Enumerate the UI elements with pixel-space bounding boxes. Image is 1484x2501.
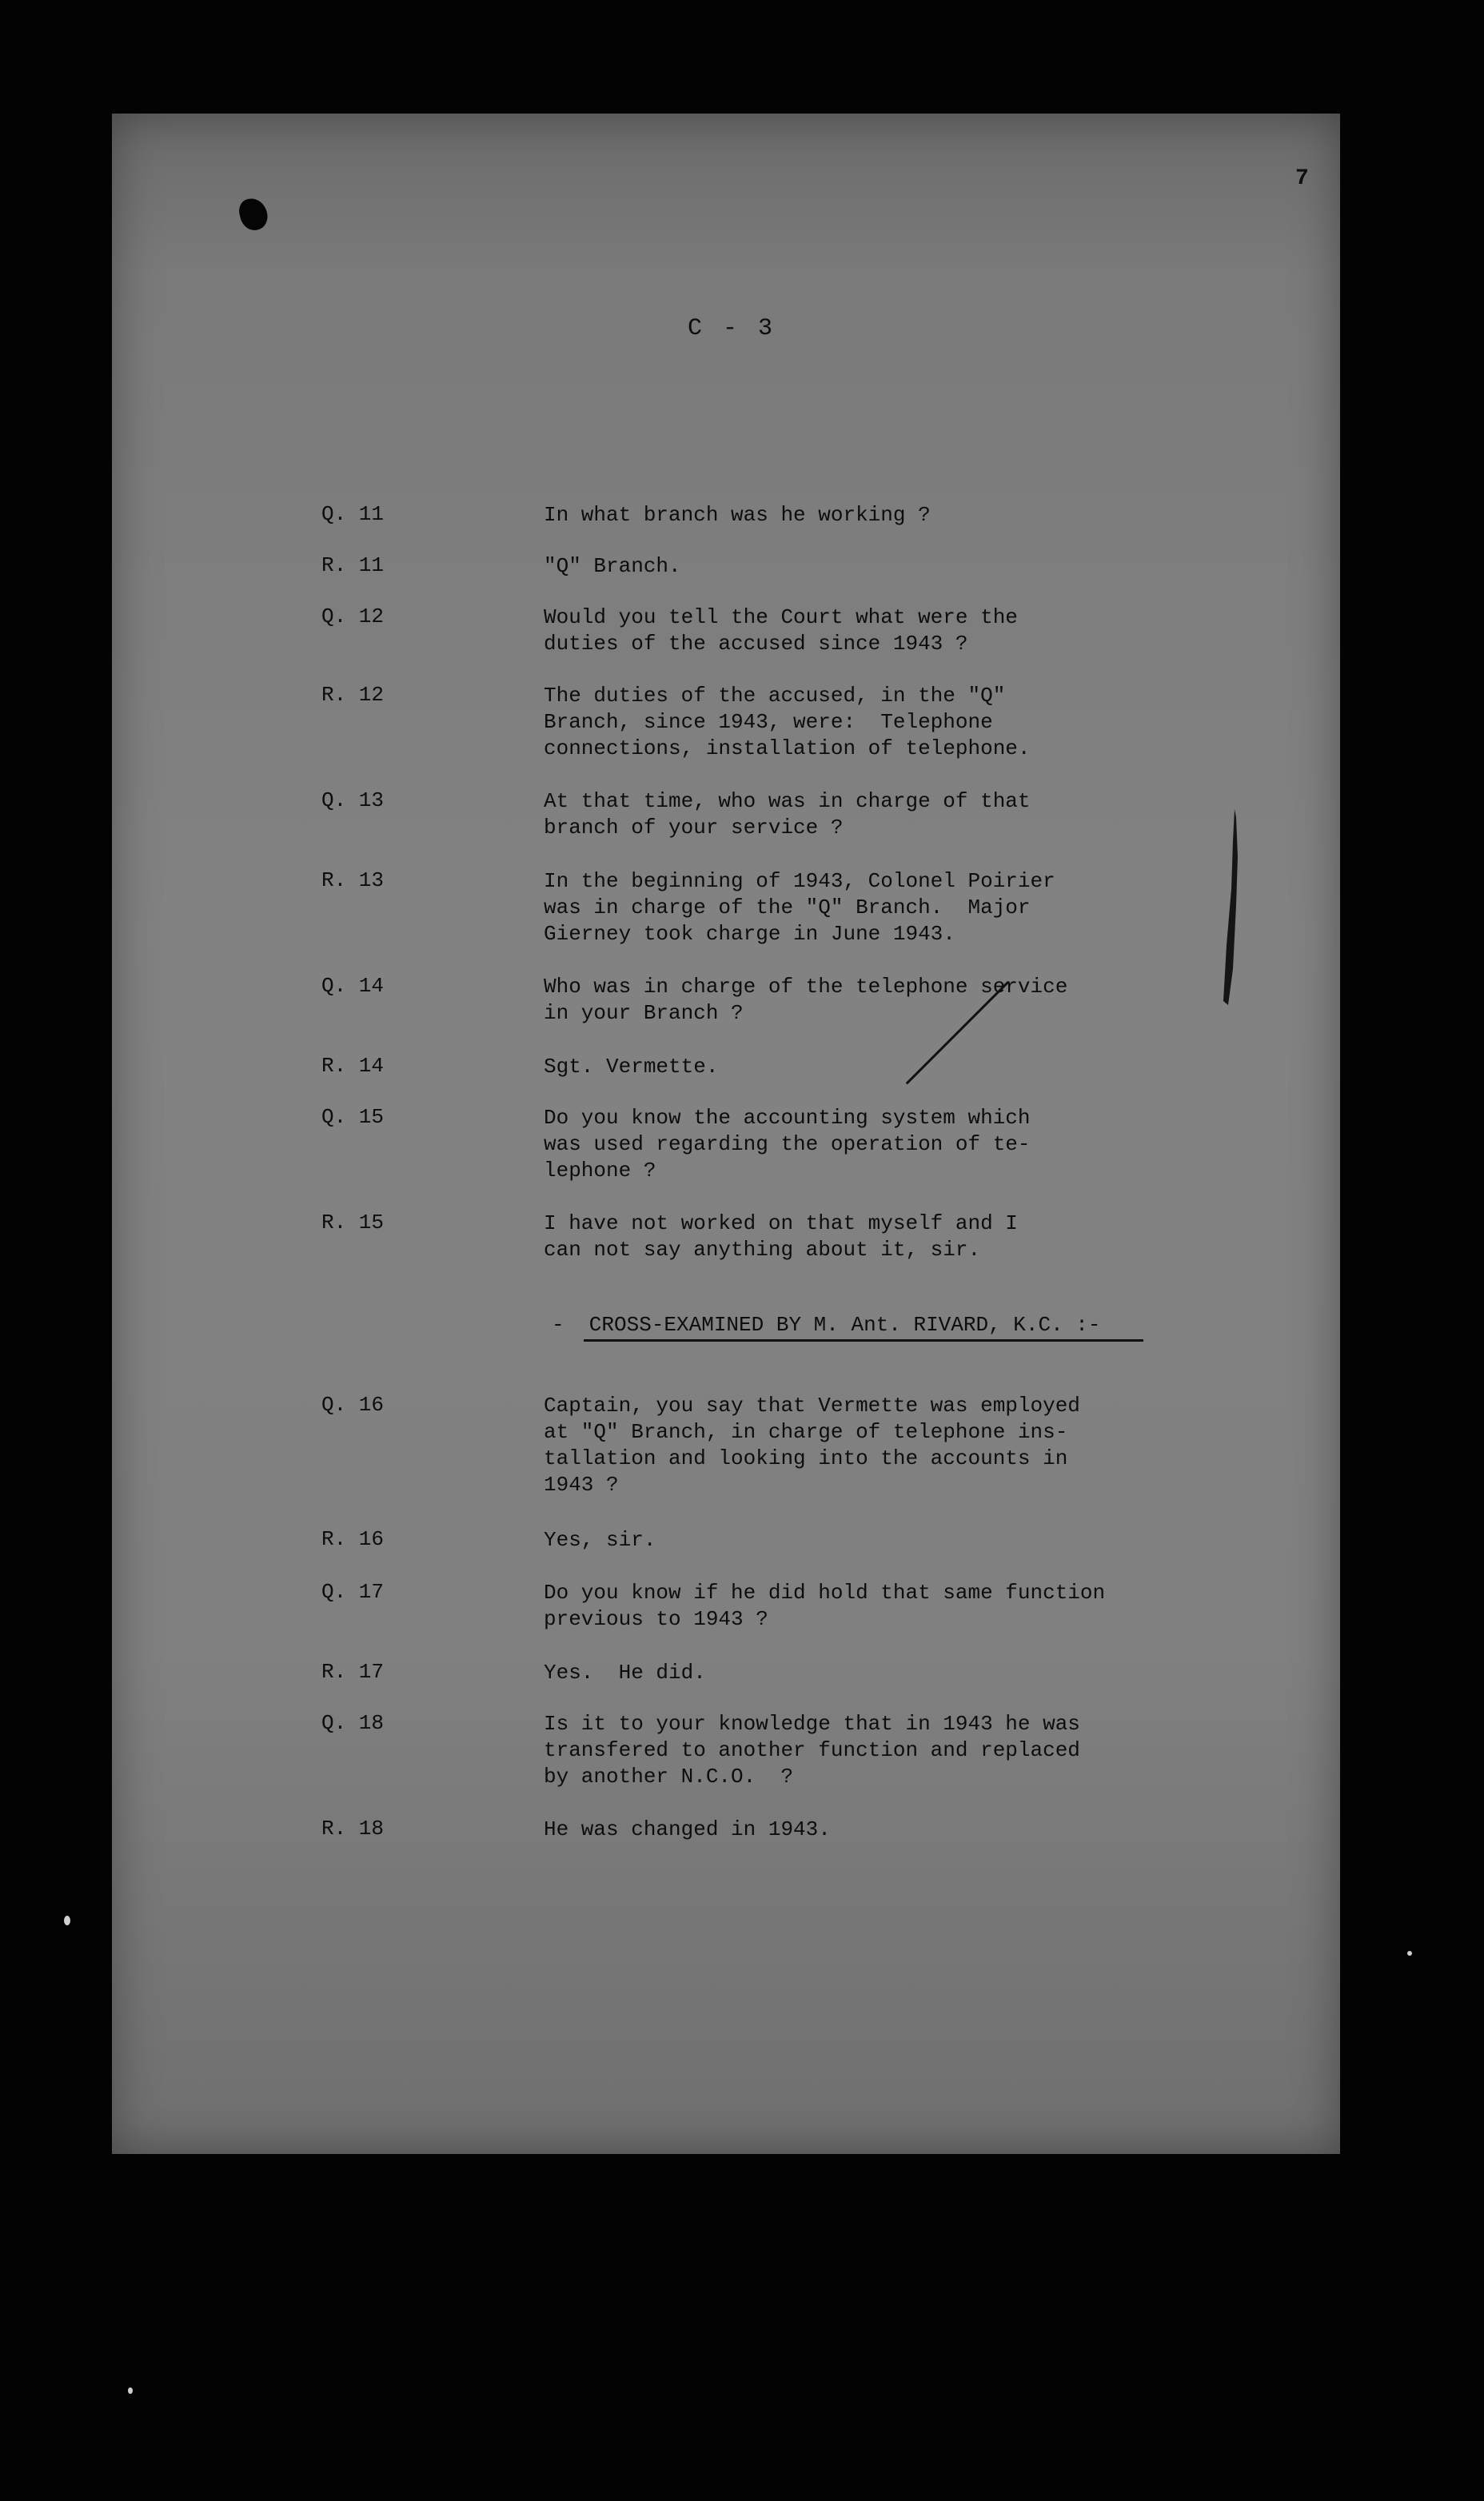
entry-label: Q. 15 <box>321 1105 385 1129</box>
entry-label: Q. 11 <box>321 502 385 526</box>
entry-label: Q. 13 <box>321 788 385 812</box>
entry-text <box>544 868 1263 947</box>
entry-line: In the beginning of 1943, Colonel Poirier <box>544 869 1055 893</box>
entry-line: 1943 ? <box>544 1473 619 1497</box>
entry-label: R. 15 <box>321 1211 385 1235</box>
entry-line: He was changed in 1943. <box>544 1817 831 1841</box>
document-paper <box>112 114 1340 2154</box>
dust-speck <box>64 1916 70 1925</box>
entry-label: R. 12 <box>321 683 385 707</box>
entry-line: lephone ? <box>544 1159 656 1183</box>
ink-blot-mark <box>237 196 270 233</box>
entry-line: Gierney took charge in June 1943. <box>544 922 955 946</box>
entry-label: Q. 17 <box>321 1580 385 1604</box>
entry-text <box>544 1817 1263 1843</box>
entry-label: R. 11 <box>321 553 385 577</box>
entry-text <box>544 604 1263 657</box>
entry-line: tallation and looking into the accounts in <box>544 1446 1068 1470</box>
entry-line: transfered to another function and replaced <box>544 1738 1080 1762</box>
entry-line: "Q" Branch. <box>544 554 681 578</box>
entry-line: duties of the accused since 1943 ? <box>544 632 968 656</box>
entry-label: R. 18 <box>321 1817 385 1841</box>
entry-line: previous to 1943 ? <box>544 1607 768 1631</box>
entry-text <box>544 1105 1263 1184</box>
heading-underline <box>584 1339 1143 1342</box>
entry-text <box>544 788 1263 841</box>
entry-text <box>544 1054 1263 1080</box>
entry-line: In what branch was he working ? <box>544 503 931 527</box>
entry-text <box>544 1660 1263 1686</box>
entry-text <box>544 1527 1263 1554</box>
entry-line: I have not worked on that myself and I <box>544 1211 1018 1235</box>
entry-text <box>544 502 1263 529</box>
entry-text <box>544 1711 1263 1790</box>
entry-label: R. 13 <box>321 868 385 892</box>
entry-line: Yes, sir. <box>544 1528 656 1552</box>
entry-label: R. 16 <box>321 1527 385 1551</box>
dust-speck <box>1407 1951 1412 1956</box>
entry-line: connections, installation of telephone. <box>544 736 1031 760</box>
entry-label: Q. 16 <box>321 1393 385 1417</box>
entry-line: Sgt. Vermette. <box>544 1055 719 1079</box>
entry-line: Do you know if he did hold that same function <box>544 1581 1106 1605</box>
entry-line: Who was in charge of the telephone service <box>544 975 1068 999</box>
entry-line: Is it to your knowledge that in 1943 he was <box>544 1712 1080 1736</box>
cross-examination-heading: - CROSS-EXAMINED BY M. Ant. RIVARD, K.C. :- <box>552 1313 1101 1337</box>
entry-line: branch of your service ? <box>544 816 844 840</box>
entry-text <box>544 1393 1263 1498</box>
entry-line: was used regarding the operation of te- <box>544 1132 1031 1156</box>
handwritten-check-mark <box>1222 809 1241 1009</box>
entry-text <box>544 1580 1263 1633</box>
dust-speck <box>128 2387 133 2394</box>
entry-line: Captain, you say that Vermette was employed <box>544 1394 1080 1418</box>
entry-label: R. 14 <box>321 1054 385 1078</box>
entry-line: At that time, who was in charge of that <box>544 789 1031 813</box>
entry-label: Q. 18 <box>321 1711 385 1735</box>
entry-text <box>544 553 1263 580</box>
entry-line: Do you know the accounting system which <box>544 1106 1031 1130</box>
entry-line: at "Q" Branch, in charge of telephone ins- <box>544 1420 1068 1444</box>
page-number: 7 <box>1295 166 1309 191</box>
entry-line: Would you tell the Court what were the <box>544 605 1018 629</box>
entry-line: was in charge of the "Q" Branch. Major <box>544 895 1031 919</box>
entry-line: Yes. He did. <box>544 1661 706 1685</box>
entry-line: can not say anything about it, sir. <box>544 1238 981 1262</box>
entry-text <box>544 1211 1263 1263</box>
entry-label: Q. 12 <box>321 604 385 628</box>
entry-line: in your Branch ? <box>544 1001 744 1025</box>
entry-line: The duties of the accused, in the "Q" <box>544 684 1006 708</box>
entry-line: by another N.C.O. ? <box>544 1765 794 1789</box>
entry-text <box>544 974 1263 1027</box>
entry-label: R. 17 <box>321 1660 385 1684</box>
entry-line: Branch, since 1943, were: Telephone <box>544 710 993 734</box>
page-header: C - 3 <box>688 315 776 342</box>
entry-label: Q. 14 <box>321 974 385 998</box>
entry-text <box>544 683 1263 762</box>
